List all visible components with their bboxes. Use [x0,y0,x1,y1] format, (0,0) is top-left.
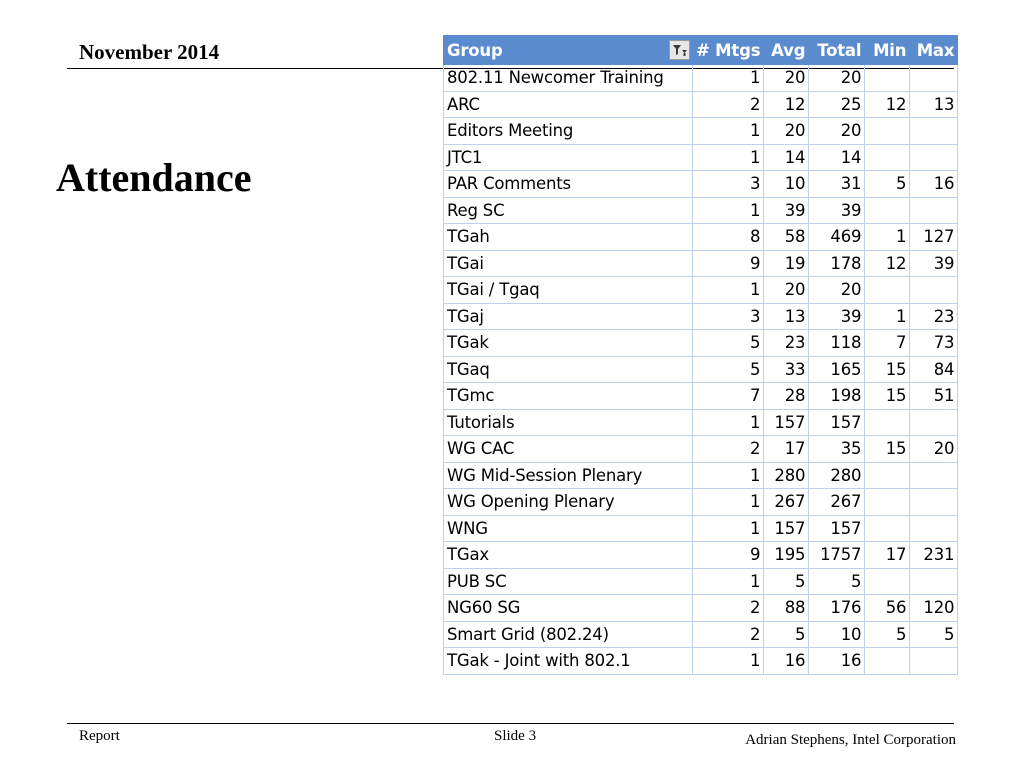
cell-group: WG CAC [444,436,693,463]
cell-min: 1 [865,303,910,330]
cell-group: TGax [444,542,693,569]
cell-mtgs: 3 [693,171,764,198]
column-header-group[interactable] [444,36,693,65]
cell-group: JTC1 [444,144,693,171]
cell-mtgs: 2 [693,91,764,118]
cell-max: 127 [910,224,958,251]
cell-max [910,648,958,675]
cell-max: 23 [910,303,958,330]
cell-mtgs: 1 [693,65,764,92]
cell-avg: 12 [764,91,809,118]
cell-total: 178 [809,250,865,277]
cell-avg: 195 [764,542,809,569]
footer-divider [67,723,954,724]
cell-min: 15 [865,436,910,463]
cell-avg: 16 [764,648,809,675]
cell-mtgs: 2 [693,621,764,648]
cell-total: 10 [809,621,865,648]
cell-group: PUB SC [444,568,693,595]
cell-mtgs: 1 [693,489,764,516]
cell-total: 165 [809,356,865,383]
cell-avg: 28 [764,383,809,410]
cell-group: WG Mid-Session Plenary [444,462,693,489]
cell-min [865,277,910,304]
table-row [444,356,958,383]
cell-group: TGaq [444,356,693,383]
column-header-mtgs[interactable]: # Mtgs [693,36,764,65]
cell-mtgs: 1 [693,144,764,171]
cell-mtgs: 1 [693,648,764,675]
cell-group: ARC [444,91,693,118]
cell-avg: 10 [764,171,809,198]
cell-group: TGmc [444,383,693,410]
cell-total: 118 [809,330,865,357]
cell-min: 17 [865,542,910,569]
cell-mtgs: 5 [693,330,764,357]
cell-max: 39 [910,250,958,277]
cell-max: 73 [910,330,958,357]
attendance-table [443,35,958,675]
table-row [444,409,958,436]
cell-avg: 88 [764,595,809,622]
cell-max: 84 [910,356,958,383]
cell-mtgs: 1 [693,409,764,436]
cell-max: 13 [910,91,958,118]
cell-avg: 39 [764,197,809,224]
table-row [444,515,958,542]
cell-group: 802.11 Newcomer Training [444,65,693,92]
cell-group: Smart Grid (802.24) [444,621,693,648]
cell-avg: 23 [764,330,809,357]
cell-max: 231 [910,542,958,569]
column-header-total[interactable]: Total [809,36,865,65]
table-row [444,65,958,92]
table-row [444,568,958,595]
table-row [444,489,958,516]
cell-group: TGak - Joint with 802.1 [444,648,693,675]
cell-min: 5 [865,171,910,198]
table-row [444,648,958,675]
cell-group: TGaj [444,303,693,330]
cell-mtgs: 1 [693,118,764,145]
column-header-max[interactable]: Max [910,36,958,65]
cell-total: 20 [809,118,865,145]
cell-avg: 5 [764,568,809,595]
cell-min [865,648,910,675]
cell-avg: 157 [764,409,809,436]
cell-max: 5 [910,621,958,648]
header-date: November 2014 [79,40,220,64]
table-row [444,277,958,304]
cell-total: 280 [809,462,865,489]
cell-min: 7 [865,330,910,357]
cell-max: 16 [910,171,958,198]
attendance-table-container [443,35,958,675]
cell-avg: 58 [764,224,809,251]
cell-min [865,144,910,171]
cell-total: 469 [809,224,865,251]
cell-group: WG Opening Plenary [444,489,693,516]
cell-total: 20 [809,65,865,92]
slide-number: Slide 3 [494,728,537,744]
cell-group: Reg SC [444,197,693,224]
cell-min [865,568,910,595]
cell-total: 20 [809,277,865,304]
table-row [444,436,958,463]
cell-group: Editors Meeting [444,118,693,145]
cell-max [910,515,958,542]
cell-avg: 13 [764,303,809,330]
table-header-row [444,36,958,65]
table-row [444,542,958,569]
cell-max [910,144,958,171]
table-row [444,250,958,277]
cell-mtgs: 1 [693,515,764,542]
cell-total: 14 [809,144,865,171]
cell-total: 198 [809,383,865,410]
cell-min [865,65,910,92]
cell-avg: 267 [764,489,809,516]
cell-min [865,462,910,489]
cell-mtgs: 3 [693,303,764,330]
cell-min [865,409,910,436]
cell-total: 35 [809,436,865,463]
table-row [444,144,958,171]
cell-min: 56 [865,595,910,622]
cell-max: 51 [910,383,958,410]
cell-min: 12 [865,91,910,118]
cell-avg: 5 [764,621,809,648]
cell-total: 267 [809,489,865,516]
table-row [444,383,958,410]
cell-min: 15 [865,356,910,383]
filter-icon[interactable] [669,40,690,60]
table-row [444,303,958,330]
table-row [444,224,958,251]
table-row [444,330,958,357]
cell-total: 5 [809,568,865,595]
cell-max [910,462,958,489]
table-row [444,595,958,622]
cell-avg: 20 [764,277,809,304]
cell-avg: 20 [764,65,809,92]
cell-max [910,489,958,516]
cell-total: 157 [809,409,865,436]
column-header-min[interactable]: Min [865,36,910,65]
cell-min [865,197,910,224]
cell-total: 157 [809,515,865,542]
cell-avg: 19 [764,250,809,277]
cell-min: 5 [865,621,910,648]
cell-max: 20 [910,436,958,463]
footer-left-text: Report [79,728,120,744]
cell-max [910,409,958,436]
table-row [444,118,958,145]
cell-total: 16 [809,648,865,675]
cell-max [910,277,958,304]
cell-group: TGah [444,224,693,251]
slide-title: Attendance [56,155,252,200]
cell-group: WNG [444,515,693,542]
cell-group: TGak [444,330,693,357]
cell-group: Tutorials [444,409,693,436]
cell-min [865,489,910,516]
cell-total: 1757 [809,542,865,569]
cell-max [910,197,958,224]
cell-mtgs: 2 [693,436,764,463]
cell-avg: 17 [764,436,809,463]
cell-mtgs: 1 [693,568,764,595]
cell-avg: 157 [764,515,809,542]
table-row [444,91,958,118]
cell-avg: 14 [764,144,809,171]
cell-mtgs: 8 [693,224,764,251]
cell-mtgs: 1 [693,277,764,304]
cell-min [865,515,910,542]
cell-avg: 280 [764,462,809,489]
cell-min: 12 [865,250,910,277]
cell-group: PAR Comments [444,171,693,198]
cell-mtgs: 5 [693,356,764,383]
cell-total: 176 [809,595,865,622]
cell-group: TGai / Tgaq [444,277,693,304]
table-row [444,197,958,224]
cell-avg: 20 [764,118,809,145]
cell-total: 39 [809,303,865,330]
footer-author: Adrian Stephens, Intel Corporation [745,732,956,748]
cell-avg: 33 [764,356,809,383]
column-header-label: Group [447,40,503,60]
cell-mtgs: 7 [693,383,764,410]
cell-max: 120 [910,595,958,622]
cell-group: NG60 SG [444,595,693,622]
cell-max [910,65,958,92]
cell-mtgs: 1 [693,197,764,224]
cell-mtgs: 9 [693,542,764,569]
cell-mtgs: 2 [693,595,764,622]
cell-min: 15 [865,383,910,410]
table-row [444,462,958,489]
table-row [444,171,958,198]
column-header-avg[interactable]: Avg [764,36,809,65]
cell-total: 25 [809,91,865,118]
cell-group: TGai [444,250,693,277]
cell-max [910,118,958,145]
cell-max [910,568,958,595]
cell-mtgs: 9 [693,250,764,277]
table-row [444,621,958,648]
cell-min [865,118,910,145]
cell-total: 39 [809,197,865,224]
cell-total: 31 [809,171,865,198]
cell-mtgs: 1 [693,462,764,489]
cell-min: 1 [865,224,910,251]
